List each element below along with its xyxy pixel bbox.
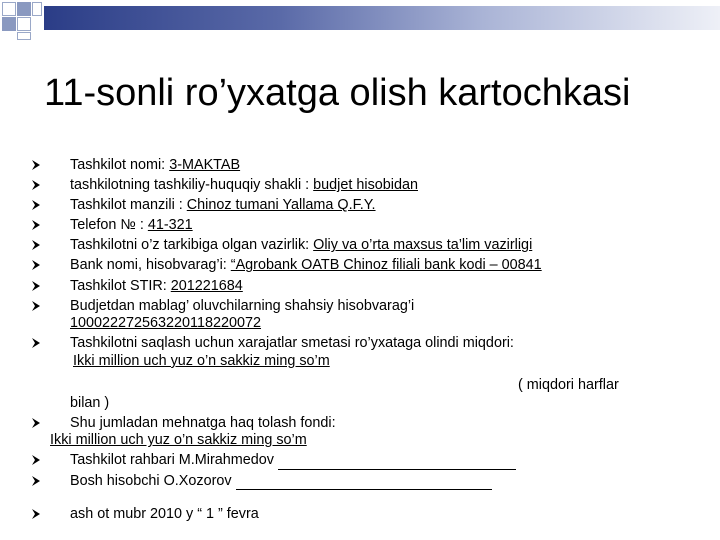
field-label: Telefon № : — [70, 217, 148, 234]
field-label: Tashkilot rahbari M.Mirahmedov — [70, 452, 278, 469]
field-value: 3-MAKTAB — [169, 157, 241, 173]
arrow-bullet-icon — [30, 159, 42, 171]
page-title: 11-sonli ro’yxatga olish kartochkasi — [44, 72, 631, 114]
field-label: Budjetdan mablag’ oluvchilarning shahsiy hisobvarag’i — [70, 297, 415, 314]
list-item — [30, 452, 710, 470]
list-item — [30, 217, 710, 235]
square — [32, 2, 42, 16]
square — [17, 2, 31, 16]
header-gradient-band — [44, 6, 720, 30]
arrow-bullet-icon — [30, 508, 42, 520]
signature-line — [236, 475, 492, 490]
list-item — [30, 335, 710, 412]
field-value: “Agrobank OATB Chinoz filiali bank kodi – 00841 — [230, 257, 542, 274]
list-item — [30, 197, 710, 215]
field-value: 201221684 — [170, 277, 243, 294]
list-item — [30, 506, 710, 524]
field-label: Tashkilotni o’z tarkibiga olgan vazirlik: — [70, 237, 314, 254]
field-value: Chinoz tumani Yallama Q.F.Y. — [186, 197, 376, 214]
list-item — [30, 415, 710, 450]
field-value: Oliy va o’rta maxsus ta’lim vazirligi — [313, 237, 533, 254]
list-item — [30, 177, 710, 195]
field-label: Bosh hisobchi O.Xozorov — [70, 472, 236, 489]
list-item — [30, 237, 710, 255]
list-item — [30, 157, 710, 175]
field-note: bilan ) — [70, 394, 110, 411]
list-item — [30, 278, 710, 296]
field-value: 100022272563220118220072 — [70, 315, 262, 332]
field-label: Bank nomi, hisobvarag’i: — [70, 257, 231, 274]
arrow-bullet-icon — [30, 239, 42, 251]
arrow-bullet-icon — [30, 300, 42, 312]
arrow-bullet-icon — [30, 280, 42, 292]
field-label: Tashkilotni saqlash uchun xarajatlar smetasi ro’yxataga olindi miqdori: — [70, 335, 514, 352]
field-label: Tashkilot STIR: — [70, 277, 171, 294]
field-label: ash ot mubr 2010 y “ 1 ” fevra — [70, 506, 259, 523]
field-label: Tashkilot manzili : — [70, 197, 187, 214]
square — [17, 32, 31, 40]
field-label: Shu jumladan mehnatga haq tolash fondi: — [70, 414, 336, 431]
arrow-bullet-icon — [30, 199, 42, 211]
square — [2, 17, 16, 31]
square — [17, 17, 31, 31]
list-item — [30, 298, 710, 333]
field-value: 41-321 — [147, 217, 193, 234]
arrow-bullet-icon — [30, 259, 42, 271]
list-item — [30, 257, 710, 275]
field-value: Ikki million uch yuz o’n sakkiz ming so’m — [73, 352, 330, 369]
field-label: Tashkilot nomi: — [70, 157, 170, 173]
field-label: tashkilotning tashkiliy-huquqiy shakli : — [70, 177, 314, 194]
arrow-bullet-icon — [30, 475, 42, 487]
arrow-bullet-icon — [30, 454, 42, 466]
card-fields-list — [30, 157, 710, 526]
field-note: ( miqdori harflar — [518, 377, 619, 394]
arrow-bullet-icon — [30, 179, 42, 191]
arrow-bullet-icon — [30, 337, 42, 349]
list-item — [30, 473, 710, 491]
field-value: Ikki million uch yuz o’n sakkiz ming so’m — [50, 432, 307, 449]
field-value: budjet hisobidan — [313, 177, 418, 194]
arrow-bullet-icon — [30, 219, 42, 231]
decorative-squares — [0, 0, 40, 40]
square — [2, 2, 16, 16]
arrow-bullet-icon — [30, 417, 42, 429]
signature-line — [278, 455, 516, 470]
